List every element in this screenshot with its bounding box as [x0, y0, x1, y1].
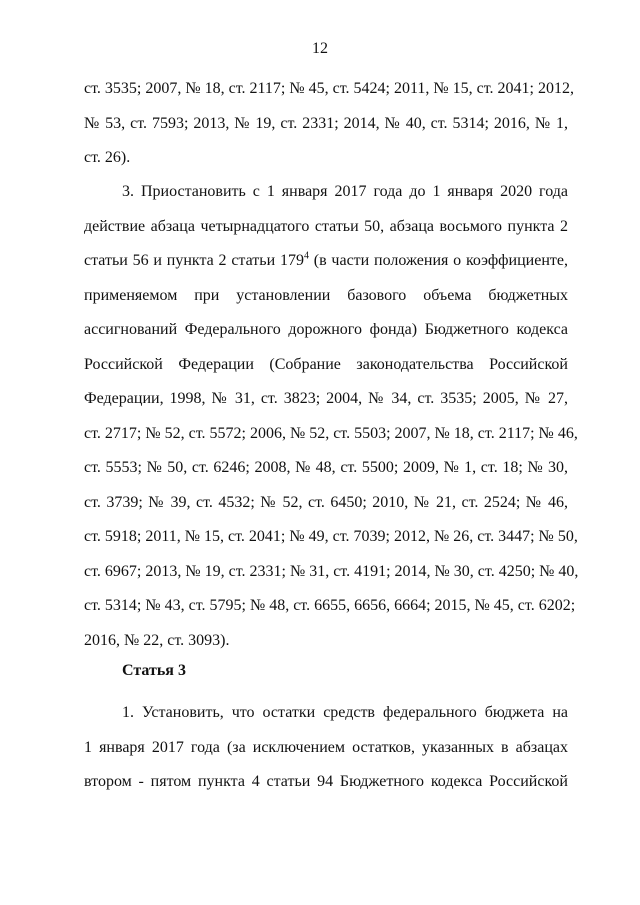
superscript: 4 [303, 250, 309, 262]
text-line: применяемом при установлении базового объема бюджетных [84, 286, 568, 304]
text-line: ст. 26). [84, 149, 131, 166]
text-line: 3. Приостановить с 1 января 2017 года до 1 января 2020 года [122, 183, 568, 200]
text-line: 1 января 2017 года (за исключением остатков, указанных в абзацах [84, 738, 568, 756]
article-heading: Статья 3 [122, 662, 186, 679]
text-line: ст. 5553; № 50, ст. 6246; 2008, № 48, ст. 5500; 2009, № 1, ст. 18; № 30, [84, 459, 568, 476]
text-fragment: (в части положения о коэффициенте, [308, 252, 568, 269]
text-line: втором - пятом пункта 4 статьи 94 Бюджетного кодекса Российской [84, 773, 568, 790]
article-3-paragraph-1 [84, 696, 568, 800]
page-number: 12 [312, 40, 328, 57]
continuation-paragraph [84, 72, 574, 176]
text-fragment: статьи 56 и пункта 2 статьи 179 [84, 252, 304, 269]
text-line: ст. 3739; № 39, ст. 4532; № 52, ст. 6450; 2010, № 21, ст. 2524; № 46, [84, 493, 568, 511]
paragraph-3 [84, 175, 579, 658]
text-line: Федерации, 1998, № 31, ст. 3823; 2004, № 34, ст. 3535; 2005, № 27, [84, 390, 568, 407]
text-line: ст. 2717; № 52, ст. 5572; 2006, № 52, ст. 5503; 2007, № 18, ст. 2117; № 46, [84, 424, 578, 442]
text-line: ст. 3535; 2007, № 18, ст. 2117; № 45, ст. 5424; 2011, № 15, ст. 2041; 2012, [84, 80, 574, 97]
text-line: Российской Федерации (Собрание законодательства Российской [84, 355, 568, 373]
text-line: 1. Установить, что остатки средств федерального бюджета на [122, 704, 568, 721]
text-line: № 53, ст. 7593; 2013, № 19, ст. 2331; 2014, № 40, ст. 5314; 2016, № 1, [84, 114, 568, 132]
text-line: ст. 6967; 2013, № 19, ст. 2331; № 31, ст. 4191; 2014, № 30, ст. 4250; № 40, [84, 562, 579, 580]
text-line: 2016, № 22, ст. 3093). [84, 631, 230, 649]
text-line: ассигнований Федерального дорожного фонда) Бюджетного кодекса [84, 321, 568, 338]
text-line: ст. 5918; 2011, № 15, ст. 2041; № 49, ст. 7039; 2012, № 26, ст. 3447; № 50, [84, 528, 578, 545]
text-line: действие абзаца четырнадцатого статьи 50, абзаца восьмого пункта 2 [84, 217, 568, 235]
text-line: ст. 5314; № 43, ст. 5795; № 48, ст. 6655, 6656, 6664; 2015, № 45, ст. 6202; [84, 597, 576, 614]
text-line-with-superscript [84, 244, 568, 279]
